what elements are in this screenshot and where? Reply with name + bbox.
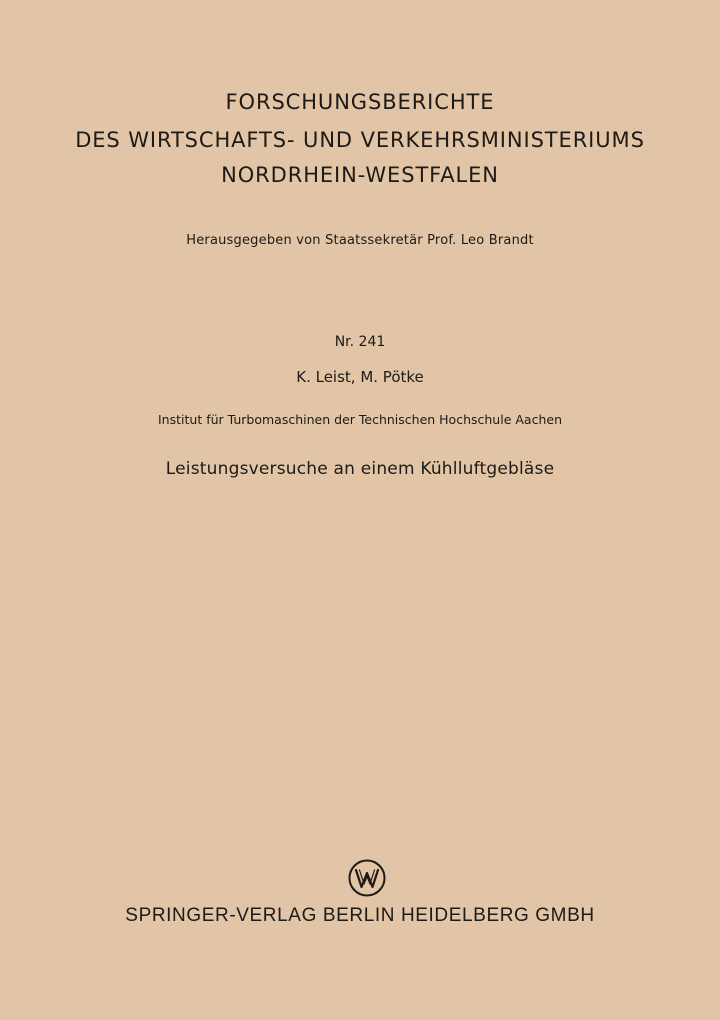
series-title-line-2: DES WIRTSCHAFTS- UND VERKEHRSMINISTERIUMS [75,128,645,152]
book-title: Leistungsversuche an einem Kühlluftgebläse [165,459,555,479]
springer-circle-logo-icon [347,858,387,898]
series-title-line-3: NORDRHEIN-WESTFALEN [221,163,499,187]
institute: Institut für Turbomaschinen der Technischen Hochschule Aachen [158,412,562,427]
series-title-line-1: FORSCHUNGSBERICHTE [225,90,495,114]
volume-number: Nr. 241 [334,334,386,350]
authors: K. Leist, M. Pötke [296,368,424,386]
publisher-name: SPRINGER-VERLAG BERLIN HEIDELBERG GMBH [125,905,595,926]
editor-line: Herausgegeben von Staatssekretär Prof. Leo Brandt [186,233,534,248]
